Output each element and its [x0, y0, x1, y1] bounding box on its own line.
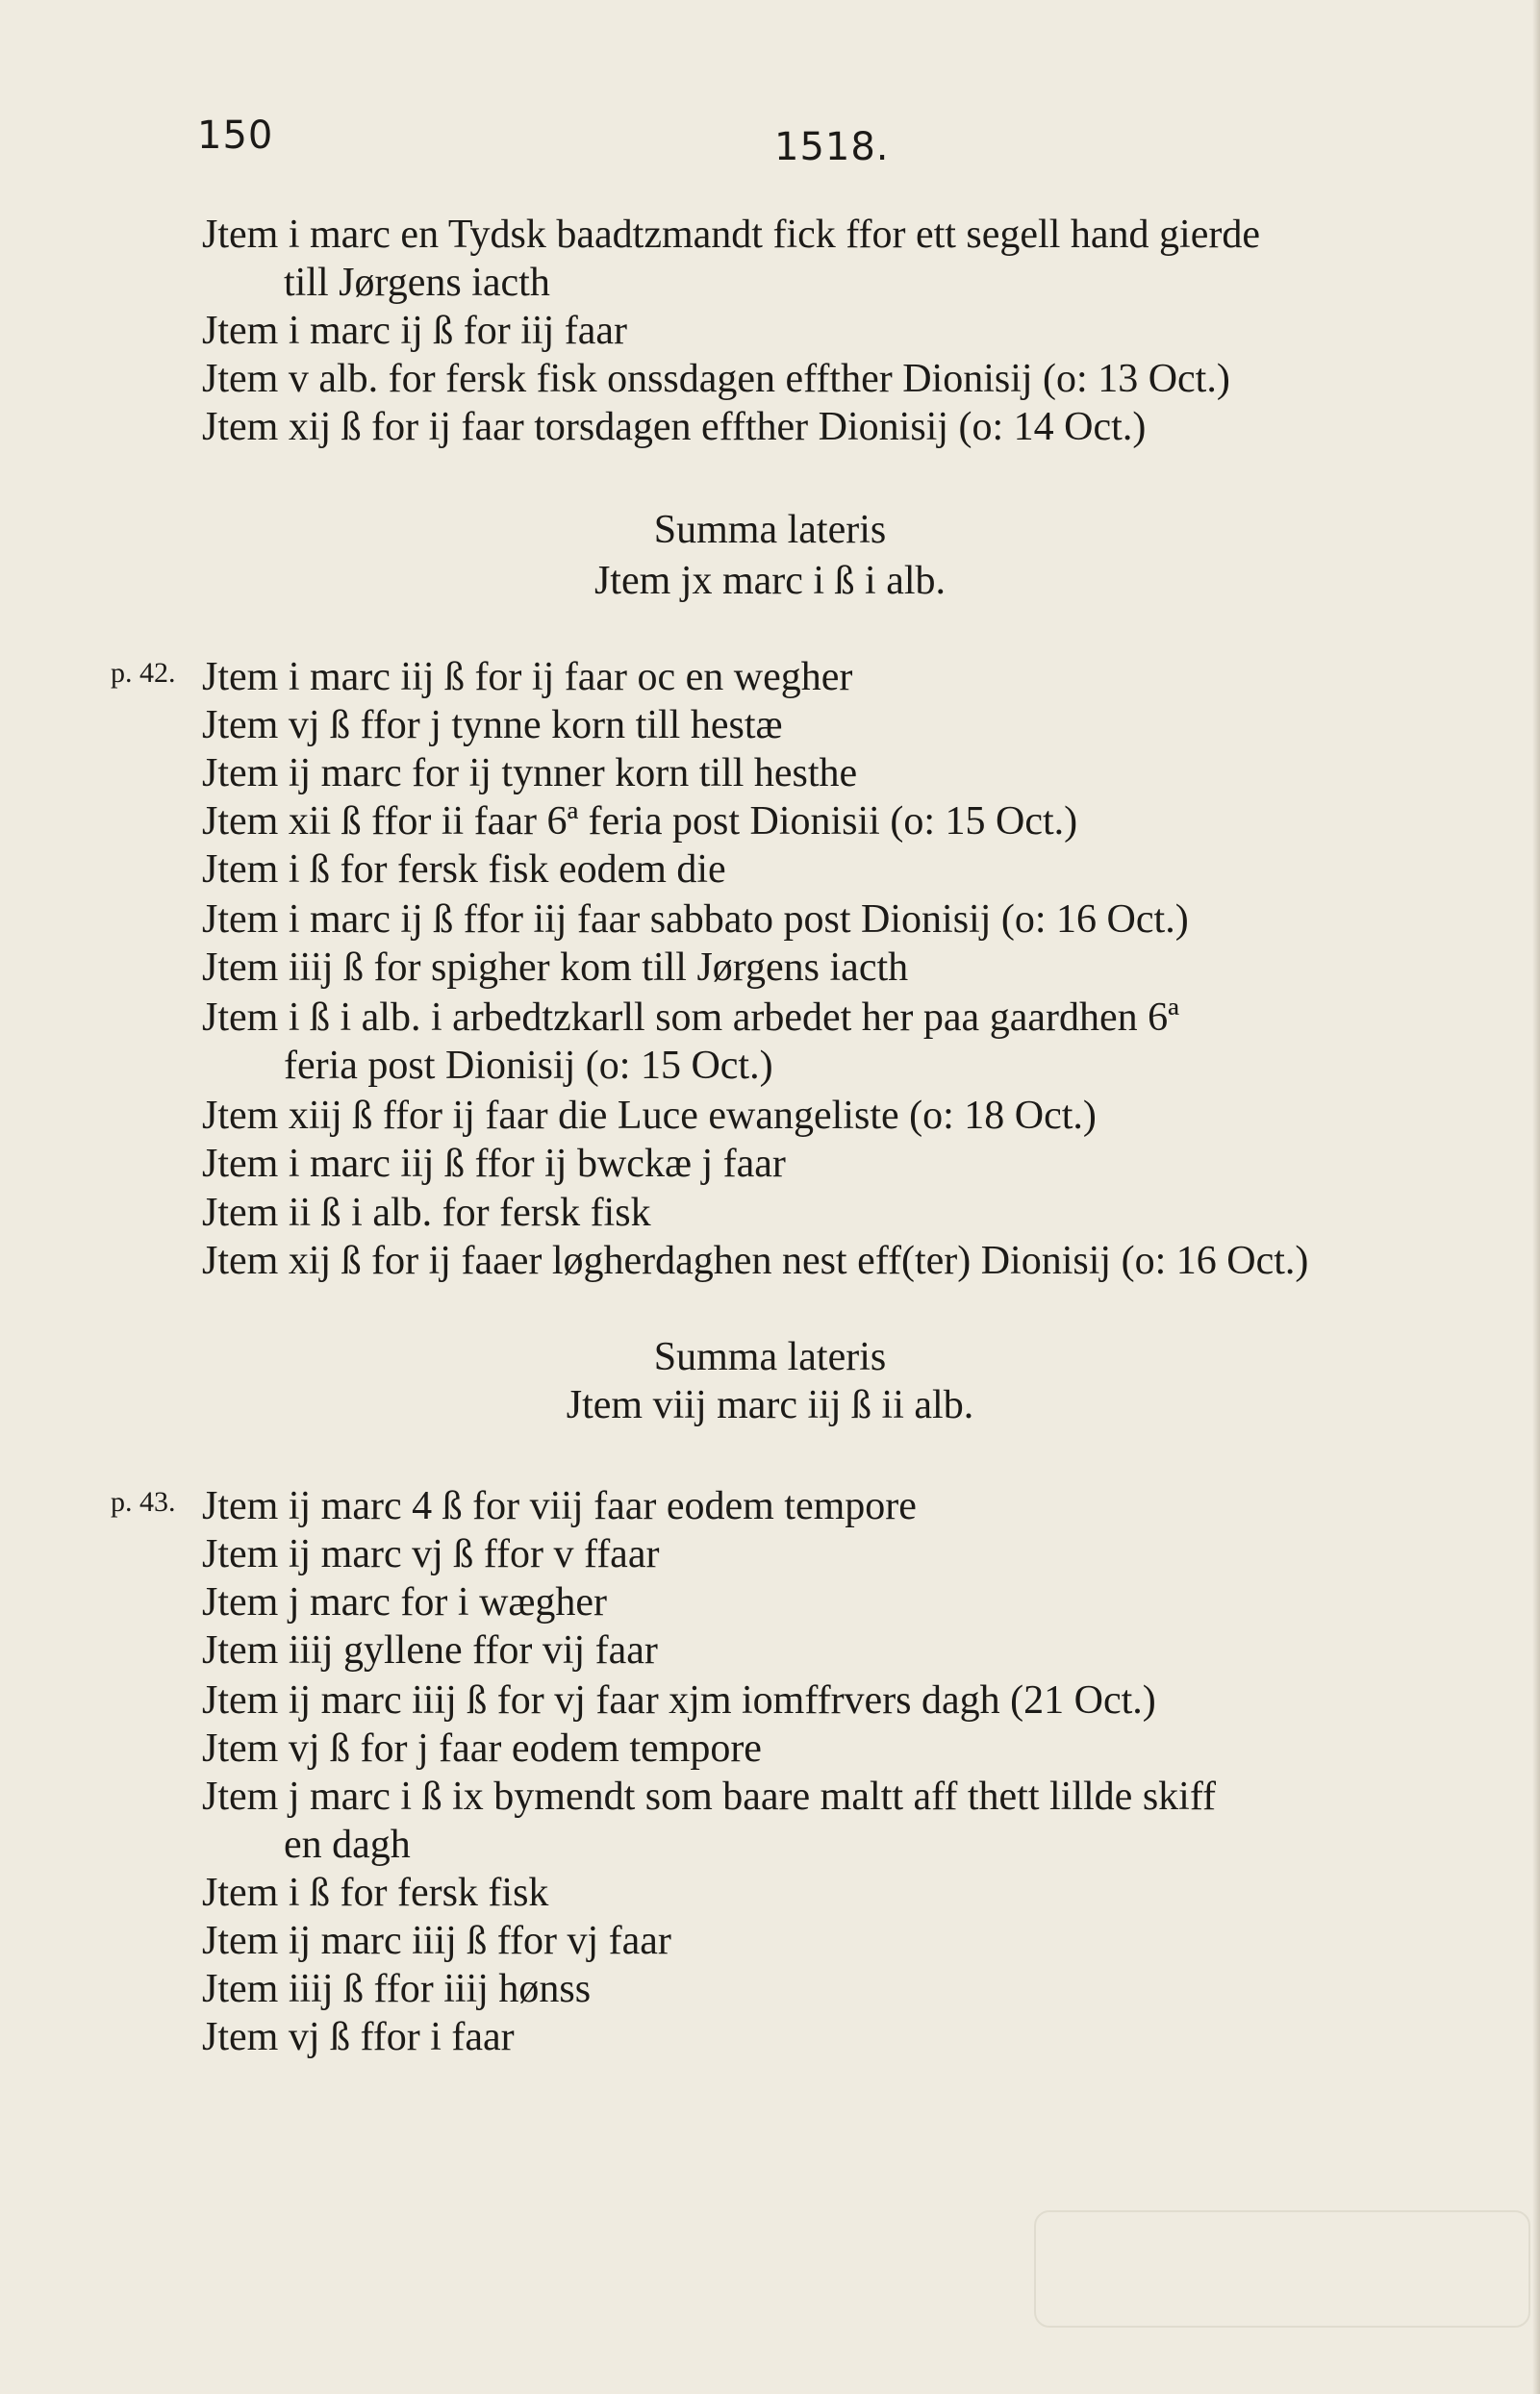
text-line: Jtem i marc ij ß for iij faar — [202, 309, 628, 353]
text-line: Jtem iiij ß for spigher kom till Jørgens iacth — [202, 945, 909, 990]
text-line: Jtem ii ß i alb. for fersk fisk — [202, 1191, 651, 1235]
text-line: Jtem i marc iij ß ffor ij bwckæ j faar — [202, 1142, 786, 1186]
text-line: en dagh — [284, 1823, 411, 1867]
text-line: Jtem ij marc iiij ß ffor vj faar — [202, 1919, 671, 1963]
margin-reference: p. 42. — [111, 657, 176, 689]
text-line: Jtem ij marc vj ß ffor v ffaar — [202, 1532, 660, 1576]
text-line: Jtem i marc en Tydsk baadtzmandt fick ffor ett segell hand gierde — [202, 213, 1260, 257]
text-line: Jtem xij ß for ij faar torsdagen effther Dionisij (o: 14 Oct.) — [202, 405, 1147, 449]
text-line: Jtem v alb. for fersk fisk onssdagen effther Dionisij (o: 13 Oct.) — [202, 357, 1230, 401]
text-line: Jtem i marc iij ß for ij faar oc en wegher — [202, 655, 853, 699]
page-edge — [1532, 0, 1540, 2394]
text-line: Jtem xiij ß ffor ij faar die Luce ewangeliste (o: 18 Oct.) — [202, 1094, 1097, 1138]
text-line: Jtem vj ß ffor j tynne korn till hestæ — [202, 703, 783, 747]
summa-label: Summa lateris — [653, 508, 887, 552]
text-line: Jtem i ß for fersk fisk eodem die — [202, 847, 726, 892]
page-number: 150 — [197, 113, 274, 158]
running-header-year: 1518. — [774, 125, 890, 169]
text-line: till Jørgens iacth — [284, 261, 550, 305]
text-line: Jtem iiij gyllene ffor vij faar — [202, 1628, 658, 1673]
text-line: Jtem vj ß ffor i faar — [202, 2015, 515, 2059]
text-line: Jtem ij marc iiij ß for vj faar xjm iomffrvers dagh (21 Oct.) — [202, 1678, 1156, 1723]
text-line: Jtem ij marc for ij tynner korn till hesthe — [202, 751, 858, 795]
text-line: Jtem i ß i alb. i arbedtzkarll som arbedet her paa gaardhen 6ª — [202, 995, 1179, 1040]
text-line: Jtem i ß for fersk fisk — [202, 1871, 549, 1915]
text-line: Jtem j marc for i wægher — [202, 1580, 608, 1625]
summa-value: Jtem viij marc iij ß ii alb. — [566, 1383, 974, 1427]
faded-stamp-outline — [1034, 2210, 1530, 2328]
margin-reference: p. 43. — [111, 1486, 176, 1518]
text-line: Jtem vj ß for j faar eodem tempore — [202, 1726, 762, 1771]
text-line: Jtem xij ß for ij faaer løgherdaghen nest eff(ter) Dionisij (o: 16 Oct.) — [202, 1239, 1309, 1283]
text-line: feria post Dionisij (o: 15 Oct.) — [284, 1044, 773, 1088]
summa-value: Jtem jx marc i ß i alb. — [593, 559, 947, 603]
text-line: Jtem i marc ij ß ffor iij faar sabbato post Dionisij (o: 16 Oct.) — [202, 897, 1189, 942]
summa-label: Summa lateris — [653, 1335, 887, 1379]
text-line: Jtem ij marc 4 ß for viij faar eodem tempore — [202, 1484, 917, 1528]
text-line: Jtem xii ß ffor ii faar 6ª feria post Dionisii (o: 15 Oct.) — [202, 799, 1078, 844]
text-line: Jtem iiij ß ffor iiij hønss — [202, 1967, 592, 2011]
text-line: Jtem j marc i ß ix bymendt som baare maltt aff thett lillde skiff — [202, 1775, 1217, 1819]
